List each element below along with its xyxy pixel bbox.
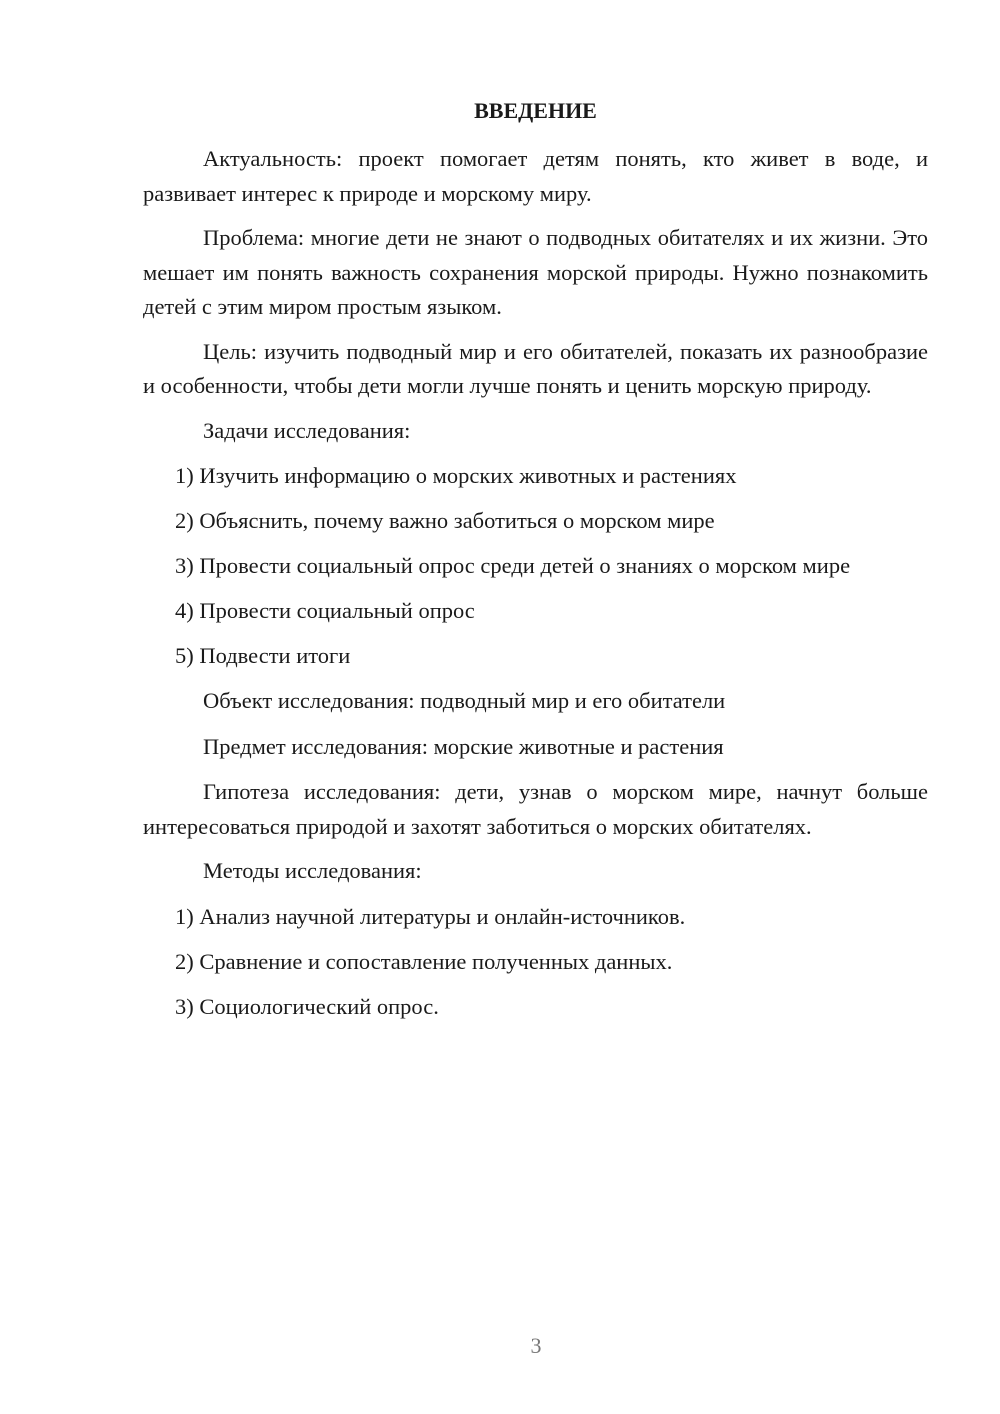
methods-list xyxy=(143,900,928,1025)
methods-title: Методы исследования: xyxy=(203,858,422,883)
subject-line: Предмет исследования: морские животные и растения xyxy=(203,733,724,759)
task-item: 2) Объяснить, почему важно заботиться о морском мире xyxy=(175,508,715,533)
task-item: 1) Изучить информацию о морских животных и растениях xyxy=(175,463,737,488)
method-item: 3) Социологический опрос. xyxy=(175,993,439,1019)
document-page xyxy=(143,94,928,1035)
task-item: 5) Подвести итоги xyxy=(175,643,351,668)
task-item: 3) Провести социальный опрос среди детей о знаниях о морском мире xyxy=(175,553,851,578)
method-item: 1) Анализ научной литературы и онлайн-источников. xyxy=(175,903,686,929)
object-line: Объект исследования: подводный мир и его обитатели xyxy=(203,688,726,713)
tasks-list xyxy=(143,459,928,674)
problem-paragraph: Проблема: многие дети не знают о подводных обитателях и их жизни. Это мешает им понять важность сохранения морской природы. Нужно познакомить детей с этим миром простым языком. xyxy=(143,225,928,319)
task-item: 4) Провести социальный опрос xyxy=(175,598,475,623)
section-heading: ВВЕДЕНИЕ xyxy=(474,98,597,123)
hypothesis-paragraph: Гипотеза исследования: дети, узнав о морском мире, начнут больше интересоваться природой и захотят заботиться о морских обитателях. xyxy=(143,779,928,839)
relevance-paragraph: Актуальность: проект помогает детям понять, кто живет в воде, и развивает интерес к природе и морскому миру. xyxy=(143,146,928,206)
page-number: 3 xyxy=(530,1333,542,1358)
tasks-title: Задачи исследования: xyxy=(203,417,411,443)
method-item: 2) Сравнение и сопоставление полученных данных. xyxy=(175,948,673,974)
goal-paragraph: Цель: изучить подводный мир и его обитателей, показать их разнообразие и особенности, чтобы дети могли лучше понять и ценить морскую природу. xyxy=(143,338,928,398)
